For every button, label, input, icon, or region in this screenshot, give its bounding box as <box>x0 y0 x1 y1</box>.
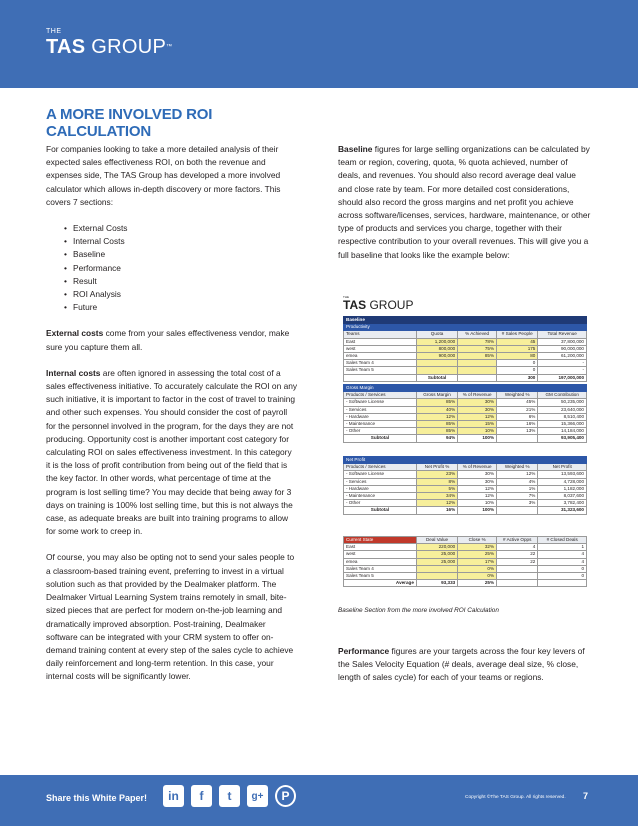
list-item: • Result <box>64 275 298 288</box>
baseline-paragraph: Baseline figures for large selling organizations can be calculated by team or region, covering, quota, % quota achieved, number of deals, and revenues. You should also record average deal value and close rate by team. For more detailed cost considerations, should also record the gross margins and net profit you achieve across software/licenses, services, hardware, maintenance, or other type of products and services you charge, together with their respective contribution to your overall revenues. This will give you a full baseline that looks like the example below: <box>338 144 591 260</box>
copyright-text: Copyright ©The TAS Group. All rights reserved. <box>465 795 566 800</box>
baseline-spreadsheet-image <box>340 292 590 598</box>
logo-the: THE <box>46 28 62 35</box>
table-row: East 1,200,000 78% 45 37,800,000 <box>344 338 587 345</box>
left-column <box>46 143 298 697</box>
list-item: • Internal Costs <box>64 235 298 248</box>
table-row: - Other 85% 10% 13% 14,184,000 <box>344 428 587 435</box>
table-row: west 800,000 75% 175 90,000,000 <box>344 345 587 352</box>
internal-costs-paragraph: Internal costs are often ignored in assessing the total cost of a sales effectiveness initiative. To accurately calculate the ROI on any such initiative, it is important to factor in the cost of travel to training and other such expenses. You should consider the cost of payroll for the personnel involved in the program, for the days they are not producing. Opportunity cost is another important cost category for calculating ROI on sales effectiveness investment. In this category it is the loss of profit contribution from being out of the field that is the key factor. In other words, what percentage of time at the program is lost selling time? You may decide that being away for 3 days on training is 100% lost selling time, but this is not always the case, as adequate breaks are built into training programs to allow for some work to creep in. <box>46 367 298 537</box>
table-row: - Software License 23% 30% 12% 13,593,600 <box>344 471 587 478</box>
table-row: - Services 8% 30% 4% 4,728,000 <box>344 478 587 485</box>
sections-list <box>64 222 298 314</box>
table-row: Sales Team 5 0% 0 <box>344 573 587 580</box>
net-profit-table: Net Profit Products / Services Net Profit % % of Revenue Weighted % Net Profit - Software License 23% 30% 12% 13,593,600 - Services 8% 30% 4% 4,728,000 - Hardware 5% 12% 1% 1,182,000 - Maintenance 34% 12% 7% 8,037,600 - Other 12% 10% 3% 3,782,400 Subtotal 16% 100% 31,323,600 <box>343 456 587 515</box>
pinterest-icon[interactable]: P <box>275 785 296 807</box>
current-state-table: Current State Deal Value Close % # Active Opps # Closed Deals East 220,000 32% 4 1 west 25,000 25% 22 4 emea 25,000 17% 22 4 Sales Team 4 0% 0 Sales Team 5 0% 0 Average 93,333 25% <box>343 536 587 587</box>
sheet-logo: THE TAS GROUP <box>343 295 414 312</box>
external-costs-paragraph: External costs come from your sales effectiveness vendor, make sure you capture them all. <box>46 328 290 352</box>
right-column <box>338 143 591 275</box>
table-row: west 25,000 25% 22 4 <box>344 551 587 558</box>
table-row: Sales Team 4 0% 0 <box>344 565 587 572</box>
list-item: • Baseline <box>64 248 298 261</box>
page-title: A MORE INVOLVED ROI CALCULATION <box>46 106 213 140</box>
table-row: emea 900,000 85% 80 61,200,000 <box>344 353 587 360</box>
google-plus-icon[interactable]: g+ <box>247 785 268 807</box>
table-row: - Other 12% 10% 3% 3,782,400 <box>344 500 587 507</box>
gross-margin-table: Gross Margin Products / Services Gross Margin % of Revenue Weighted % GM Contribution - Software License 85% 30% 45% 50,235,000 - Services 40% 30% 21% 23,640,000 - Hardware 12% 12% 6% 8,510,400 - Maintenance 85% 15% 16% 15,366,000 - Other 85% 10% 13% 14,184,000 Subtotal 94% 100% 93,905,400 <box>343 384 587 443</box>
linkedin-icon[interactable]: in <box>163 785 184 807</box>
table-row: - Services 40% 30% 21% 23,640,000 <box>344 406 587 413</box>
page-number: 7 <box>583 791 589 801</box>
list-item: • External Costs <box>64 222 298 235</box>
table-row: - Hardware 12% 12% 6% 8,510,400 <box>344 413 587 420</box>
figure-caption: Baseline Section from the more involved ROI Calculation <box>338 607 499 614</box>
share-label: Share this White Paper! <box>46 793 148 803</box>
table-row: - Hardware 5% 12% 1% 1,182,000 <box>344 485 587 492</box>
list-item: • Performance <box>64 262 298 275</box>
list-item: • Future <box>64 301 298 314</box>
list-item: • ROI Analysis <box>64 288 298 301</box>
table-row: - Maintenance 85% 15% 16% 15,366,000 <box>344 421 587 428</box>
logo-wordmark: TAS GROUP™ <box>46 36 173 58</box>
facebook-icon[interactable]: f <box>191 785 212 807</box>
table-row: Sales Team 4 0 - <box>344 360 587 367</box>
footer-band <box>0 775 638 826</box>
table-row: Sales Team 5 0 - <box>344 367 587 374</box>
baseline-table: Baseline Productivity Teams Quota % Achieved # Sales People Total Revenue East 1,200,000 78% 45 37,800,000 west 800,000 75% 175 90,000,000 emea 900,000 85% 80 61,200,000 Sales Team 4 0 - Sales Team 5 0 - Subtotal 300 197,000,000 <box>343 316 587 382</box>
twitter-icon[interactable]: t <box>219 785 240 807</box>
social-share-buttons <box>163 785 296 807</box>
performance-paragraph: Performance figures are your targets across the four key levers of the Sales Velocity Equation (# deals, average deal size, % close, length of sales cycle) for each of your teams or regions. <box>338 646 585 683</box>
header-band <box>0 0 638 88</box>
table-row: East 220,000 32% 4 1 <box>344 544 587 551</box>
tas-group-logo[interactable] <box>46 28 172 58</box>
table-row: - Maintenance 34% 12% 7% 8,037,600 <box>344 493 587 500</box>
table-row: - Software License 85% 30% 45% 50,235,000 <box>344 399 587 406</box>
table-row: emea 25,000 17% 22 4 <box>344 558 587 565</box>
virtual-learning-paragraph: Of course, you may also be opting not to send your sales people to a classroom-based training event, preferring to invest in a virtual solution such as that provided by the Dealmaker platform. The Dealmaker Virtual Learning System trains remotely in small, bite-sized pieces that are perfect for modern on-the-job learning and dramatically improved absorption. Post-training, Dealmaker software can be integrated with your CRM system to offer on-demand training content at every step of the sales cycle to achieve daily reinforcement and long-term retention. In this case, your internal costs will be significantly lower. <box>46 552 295 682</box>
intro-paragraph: For companies looking to take a more detailed analysis of their expected sales effectiveness ROI, on both the revenue and expenses side, The TAS Group has developed a more involved calculator which allows in-depth discovery or more factors. This covers 7 sections: <box>46 144 281 207</box>
performance-block <box>338 645 591 698</box>
